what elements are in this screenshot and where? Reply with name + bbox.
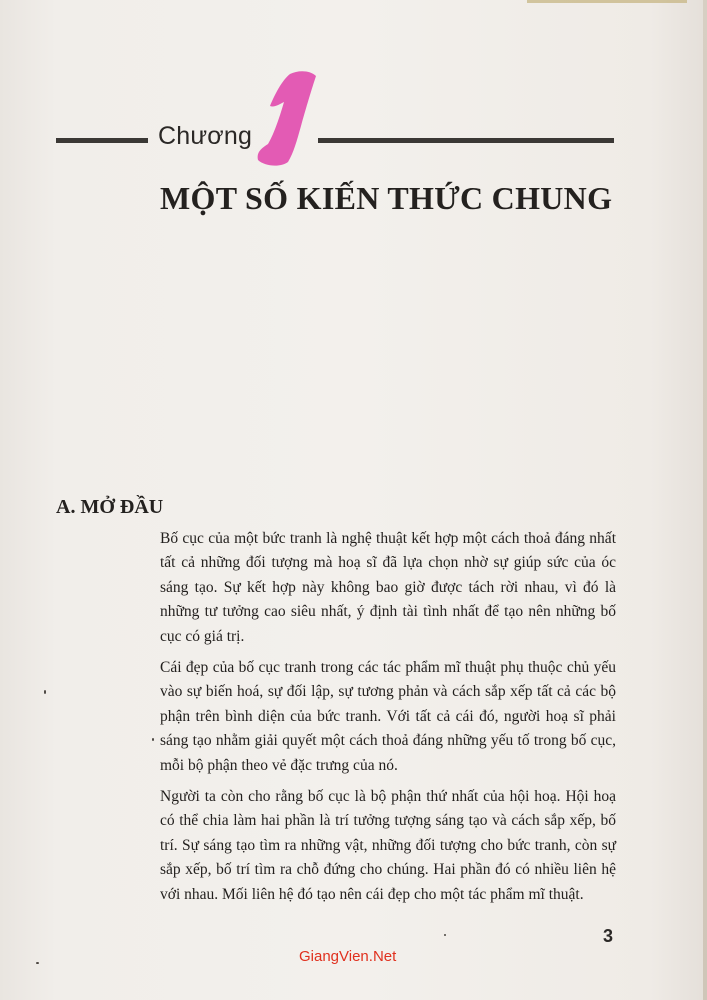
watermark: GiangVien.Net	[299, 948, 397, 965]
page-binding-edge	[703, 0, 707, 1000]
chapter-title: MỘT SỐ KIẾN THỨC CHUNG	[160, 180, 613, 216]
chapter-rule-right	[318, 138, 614, 143]
chapter-numeral	[246, 68, 326, 168]
paragraph: Cái đẹp của bố cục tranh trong các tác phẩm mĩ thuật phụ thuộc chủ yếu vào sự biến hoá, sự đối lập, sự tương phản và cách sắp xếp tất cả các bộ phận trên bình diện của bức tranh. Với tất cả cái đó, người hoạ sĩ phải sáng tạo nhằm giải quyết một cách thoả đáng những yếu tố trong bố cục, mỗi bộ phận theo vẻ đặc trưng của nó.	[160, 659, 616, 774]
scan-speck	[152, 738, 154, 741]
chapter-label: Chương	[158, 122, 253, 150]
section-heading: A. MỞ ĐẦU	[56, 496, 164, 518]
scan-speck	[44, 690, 46, 694]
page-top-edge	[527, 0, 687, 3]
section-body	[160, 527, 616, 914]
page-number: 3	[603, 926, 614, 946]
scan-speck	[36, 962, 39, 964]
chapter-rule-left	[56, 138, 148, 143]
chapter-numeral-glyph	[258, 71, 316, 165]
scan-speck	[444, 934, 446, 936]
paragraph: Bố cục của một bức tranh là nghệ thuật kết hợp một cách thoả đáng nhất tất cả những đối tượng mà hoạ sĩ đã lựa chọn nhờ sự giúp sức của óc sáng tạo. Sự kết hợp này không bao giờ được tách rời nhau, vì đó là những tư tưởng cao siêu nhất, ý định tài tình nhất để tạo nên những bố cục có giá trị.	[160, 530, 616, 645]
paragraph: Người ta còn cho rằng bố cục là bộ phận thứ nhất của hội hoạ. Hội hoạ có thể chia làm hai phần là trí tưởng tượng sáng tạo và cách sắp xếp, bố trí. Sự sáng tạo tìm ra những vật, những đối tượng cho bức tranh, còn sự sắp xếp, bố trí tìm ra chỗ đứng cho chúng. Hai phần đó có nhiều liên hệ với nhau. Mối liên hệ đó tạo nên cái đẹp cho một tác phẩm mĩ thuật.	[160, 788, 616, 903]
